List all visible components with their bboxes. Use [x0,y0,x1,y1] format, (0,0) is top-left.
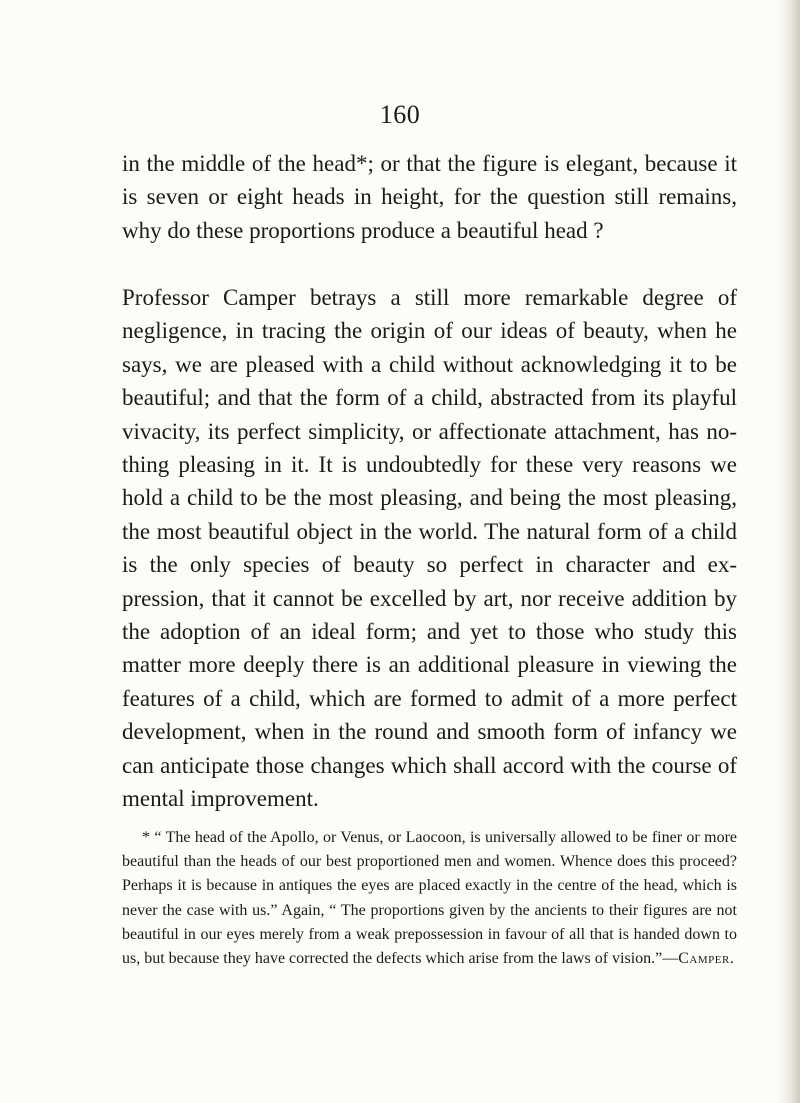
body-paragraph-1: in the middle of the head*; or that the figure is elegant, because it is seven or eight heads in height, for the question still remains, why do these proportions produce a beautiful head ? [122,151,737,243]
body-paragraph-2: Professor Camper betrays a still more remarkable degree of negligence, in tracing the origin of our ideas of beauty, when he says, we are pleased with a child without acknowledging it to be beautiful; and that the form of a child, abstracted from its playful vivacity, its perfect simplicity, or affectionate attachment, has no- thing pleasing in it. It is undoubtedly for these very reasons we hold a child to be the most pleasing, and being the most pleasing, the most beautiful object in the world. The natural form of a child is the only species of beauty so perfect in character and ex- pression, that it cannot be excelled by art, nor receive addition by the adoption of an ideal form; and yet to those who study this matter more deeply there is an additional pleasure in viewing the features of a child, which are formed to admit of a more perfect development, when in the round and smooth form of infancy we can anticipate those changes which shall accord with the course of mental improvement. [122,285,737,812]
page-number: 160 [379,100,421,129]
footnote [122,826,737,971]
footnote-attribution: Camper. [678,950,735,968]
page-edge-shadow [778,0,800,1103]
footnote-text: * “ The head of the Apollo, or Venus, or Laocoon, is universally allowed to be finer or more beautiful than the heads of our best proportioned men and women. Whence does this proceed? Perhaps it is because in antiques the eyes are placed exactly in the centre of the head, which is never the case with us.” Again, “ The proportions given by the ancients to their figures are not beautiful in our eyes merely from a weak prepossession in favour of all that is handed down to us, but because they have corrected the defects which arise from the laws of vision.”— [122,829,737,968]
